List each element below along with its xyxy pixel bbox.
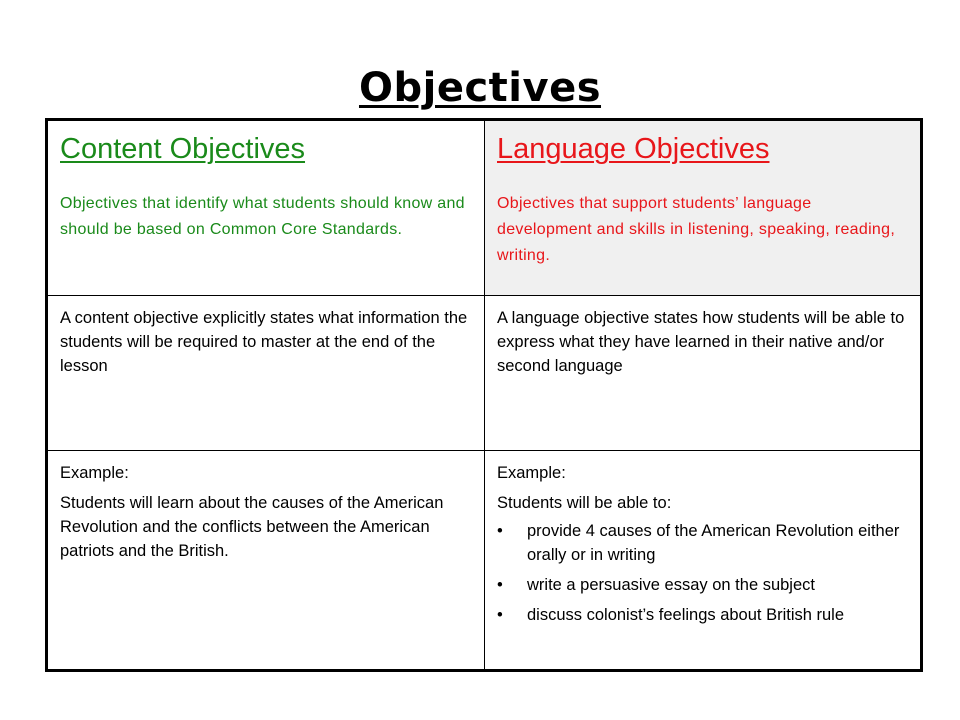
content-objectives-heading: Content Objectives [60, 133, 306, 165]
content-definition-text: A content objective explicitly states what information the students will be required to master at the end of the lesson [60, 309, 468, 375]
bullet-icon: • [497, 522, 503, 540]
language-definition-text: A language objective states how students will be able to express what they have learned in their native and/or second language [497, 309, 905, 375]
list-item [497, 603, 908, 627]
bullet-icon: • [497, 606, 503, 624]
language-example-label: Example: [497, 464, 566, 482]
table-row-definitions [47, 296, 922, 451]
slide-title: Objectives [358, 65, 602, 111]
language-objectives-heading: Language Objectives [497, 133, 770, 165]
list-item [497, 519, 908, 567]
list-item-text: write a persuasive essay on the subject [527, 576, 815, 594]
content-example-label: Example: [60, 464, 129, 482]
bullet-icon: • [497, 576, 503, 594]
table-row-examples [47, 451, 922, 671]
language-definition-cell [485, 296, 922, 451]
content-objectives-cell [47, 120, 485, 296]
content-definition-cell [47, 296, 485, 451]
content-objectives-description: Objectives that identify what students should know and should be based on Common Core Standards. [60, 195, 465, 238]
language-example-list [497, 519, 908, 627]
language-objectives-description: Objectives that support students’ language development and skills in listening, speaking, reading, writing. [497, 195, 896, 264]
list-item [497, 573, 908, 597]
content-example-text: Students will learn about the causes of the American Revolution and the conflicts between the American patriots and the British. [60, 494, 444, 560]
language-example-intro: Students will be able to: [497, 494, 672, 512]
list-item-text: provide 4 causes of the American Revolution either orally or in writing [527, 522, 900, 564]
content-example-cell [47, 451, 485, 671]
list-item-text: discuss colonist’s feelings about British rule [527, 606, 845, 624]
objectives-table [45, 118, 923, 672]
language-objectives-cell [485, 120, 922, 296]
table-row-headings [47, 120, 922, 296]
language-example-cell [485, 451, 922, 671]
